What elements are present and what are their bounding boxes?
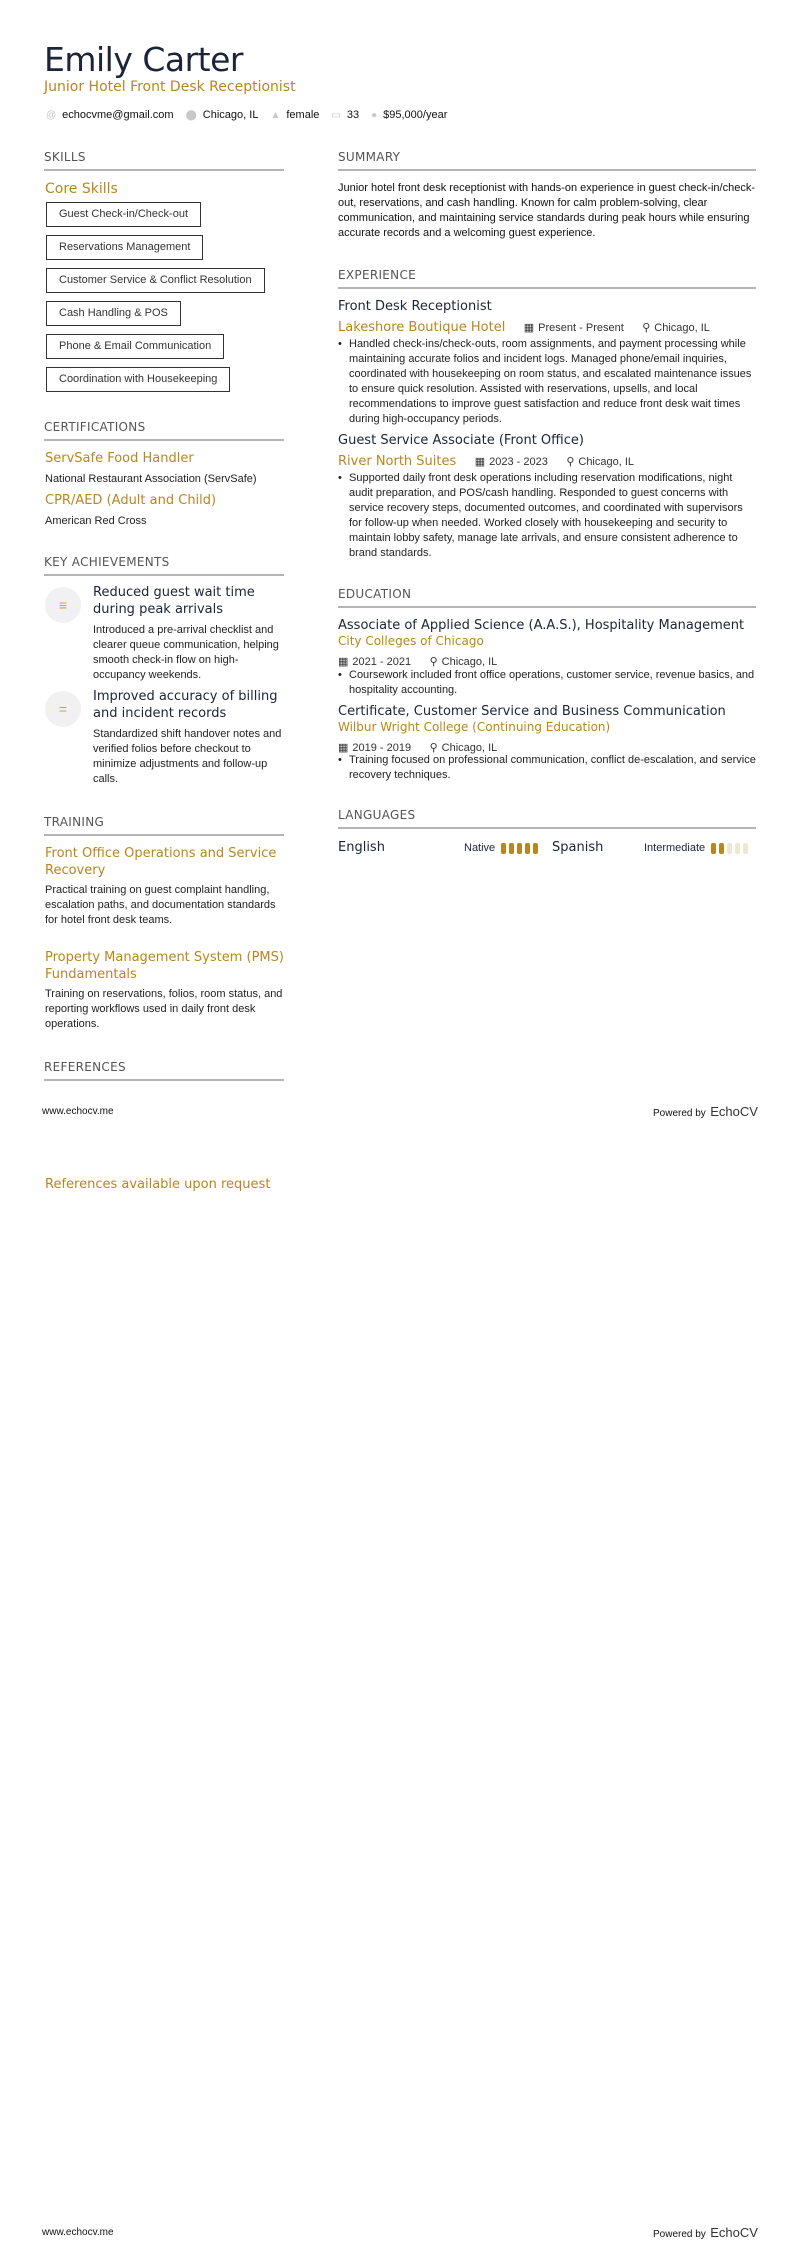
references-text: References available upon request [45,1177,271,1192]
contact-salary: $95,000/year [383,109,448,121]
rating-bar [509,843,514,854]
language-rating [501,843,538,854]
rating-bar [727,843,732,854]
references-heading: REFERENCES [44,1060,284,1081]
job-bullet: • Supported daily front desk operations including reservation modifications, night audit preparation, and POS/cash handling. Responded to guest concerns with service recovery steps, documented outcomes, and coordinated with supervisors for follow-up when needed. Worked closely with housekeeping and security to maintain lobby safety, manage late arrivals, and ensure consistent adherence to brand standards. [338,471,756,561]
skills-group-title: Core Skills [45,181,118,197]
calendar-icon: ▦ [523,322,535,334]
rating-bar [525,843,530,854]
education-dates: 2021 - 2021 [352,655,412,668]
certification-name: CPR/AED (Adult and Child) [45,493,217,508]
location-pin-icon: ⬤ [185,109,197,121]
achievement-desc: Standardized shift handover notes and verified folios before checkout to minimize adjustments and follow-up calls. [93,728,282,785]
job-bullet: • Handled check-ins/check-outs, room assignments, and payment processing while maintaining accurate folios and incident logs. Managed phone/email inquiries, coordinated with housekeeping on room status, and escalated maintenance issues to ensure quick resolution. Assisted with reservations, upsells, and local recommendations to improve guest satisfaction and reduce front desk wait times during high-occupancy periods. [338,337,756,427]
school: Wilbur Wright College (Continuing Education) [338,720,611,734]
skill-tag: Phone & Email Communication [46,334,224,359]
rating-bar [501,843,506,854]
job-dates: Present - Present [538,321,624,334]
rating-bar [735,843,740,854]
job-location: Chicago, IL [654,321,710,334]
skill-tag: Reservations Management [46,235,203,260]
powered-by-label: Powered by [653,2229,706,2240]
contact-age: 33 [346,109,360,121]
location-pin-icon: ⚲ [429,742,438,754]
education-bullet: • Training focused on professional communication, conflict de-escalation, and service recovery techniques. [338,753,756,783]
list-icon: ≡ [45,587,81,623]
certification-issuer: American Red Cross [45,515,147,527]
training-desc: Practical training on guest complaint handling, escalation paths, and documentation standards for hotel front desk teams. [45,884,276,926]
company-name: Lakeshore Boutique Hotel [338,320,506,335]
powered-by [653,1103,758,1121]
calendar-icon: ▦ [338,742,349,754]
echocv-logo: EchoCV [710,2225,758,2240]
language-level-row [644,842,748,854]
rating-bar [517,843,522,854]
location-pin-icon: ⚲ [429,656,438,668]
degree: Associate of Applied Science (A.A.S.), Hospitality Management [338,618,745,633]
skill-tag: Cash Handling & POS [46,301,181,326]
job-role: Front Desk Receptionist [338,299,492,314]
training-title: Front Office Operations and Service Recovery [45,846,277,878]
education-heading: EDUCATION [338,587,756,608]
language-rating [711,843,748,854]
skills-heading: SKILLS [44,150,284,171]
contact-gender: female [286,109,320,121]
languages-heading: LANGUAGES [338,808,756,829]
job-meta [338,318,710,336]
contact-location: Chicago, IL [202,109,259,121]
list-icon: = [45,691,81,727]
location-pin-icon: ⚲ [566,456,575,468]
calendar-icon: ▦ [338,656,349,668]
language-level: Intermediate [644,842,706,854]
contact-row [46,109,447,121]
job-title: Junior Hotel Front Desk Receptionist [44,79,296,95]
calendar-icon: ▭ [331,109,341,121]
echocv-logo: EchoCV [710,1104,758,1119]
training-heading: TRAINING [44,815,284,836]
person-icon: ▲ [270,109,281,121]
training-title: Property Management System (PMS) Fundamentals [45,950,284,982]
education-dates: 2019 - 2019 [352,741,412,754]
rating-bar [743,843,748,854]
language-level: Native [464,842,496,854]
location-pin-icon: ⚲ [642,322,651,334]
skill-tag: Guest Check-in/Check-out [46,202,201,227]
powered-by-label: Powered by [653,1108,706,1119]
school: City Colleges of Chicago [338,634,484,648]
achievement-title: Reduced guest wait time during peak arrivals [93,585,255,617]
rating-bar [719,843,724,854]
footer-site-link[interactable]: www.echocv.me [42,1106,114,1117]
degree: Certificate, Customer Service and Business Communication [338,704,726,719]
achievements-heading: KEY ACHIEVEMENTS [44,555,284,576]
company-name: River North Suites [338,454,457,469]
experience-heading: EXPERIENCE [338,268,756,289]
certification-name: ServSafe Food Handler [45,451,194,466]
contact-email: echocvme@gmail.com [62,109,174,121]
rating-bar [533,843,538,854]
calendar-icon: ▦ [474,456,486,468]
achievement-desc: Introduced a pre-arrival checklist and clearer queue communication, helping smooth check-in flow on high-occupancy weekends. [93,624,279,681]
certifications-heading: CERTIFICATIONS [44,420,284,441]
powered-by [653,2224,758,2242]
education-bullet: • Coursework included front office operations, customer service, revenue basics, and hospitality accounting. [338,668,756,698]
language-level-row [464,842,538,854]
language-name: Spanish [552,840,604,855]
training-desc: Training on reservations, folios, room status, and reporting workflows used in daily front desk operations. [45,988,283,1030]
money-icon: ● [371,109,378,121]
candidate-name: Emily Carter [44,40,243,79]
skill-tag: Customer Service & Conflict Resolution [46,268,265,293]
job-location: Chicago, IL [578,455,635,468]
job-role: Guest Service Associate (Front Office) [338,433,584,448]
language-name: English [338,840,385,855]
education-location: Chicago, IL [441,655,498,668]
rating-bar [711,843,716,854]
job-meta [338,452,634,470]
achievement-title: Improved accuracy of billing and incident records [93,689,278,721]
certification-issuer: National Restaurant Association (ServSafe) [45,473,257,485]
footer-site-link[interactable]: www.echocv.me [42,2227,114,2238]
education-location: Chicago, IL [441,741,498,754]
job-dates: 2023 - 2023 [489,455,548,468]
summary-text: Junior hotel front desk receptionist with hands-on experience in guest check-in/check-out, reservations, and cash handling. Known for calm problem-solving, clear communication, and maintaining service standards during peak hours while ensuring accurate records and a welcoming guest experience. [338,182,756,239]
skill-tag: Coordination with Housekeeping [46,367,230,392]
at-icon: @ [46,109,57,121]
summary-heading: SUMMARY [338,150,756,171]
